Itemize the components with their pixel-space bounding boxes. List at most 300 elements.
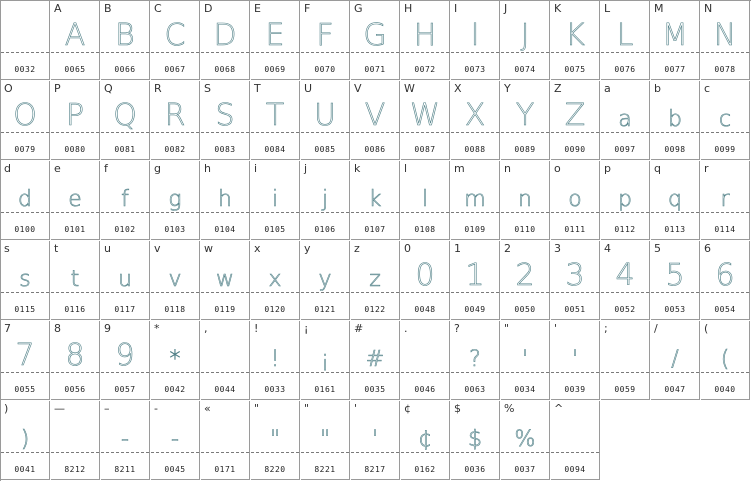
baseline-guide <box>701 132 749 133</box>
glyph-cell <box>551 81 600 160</box>
glyph-cell-label: N <box>704 2 713 15</box>
glyph-cell <box>301 401 350 480</box>
glyph-cell-label: " <box>254 402 260 415</box>
baseline-guide <box>701 212 749 213</box>
glyph-sample: - <box>121 427 129 452</box>
glyph-cell <box>651 81 700 160</box>
glyph-cell-label: k <box>354 162 361 175</box>
glyph-code: 0039 <box>564 385 586 394</box>
glyph-sample: M <box>662 18 688 53</box>
glyph-sample: m <box>464 187 486 212</box>
glyph-code: 0109 <box>464 225 486 234</box>
baseline-guide <box>251 372 299 373</box>
glyph-code: 8212 <box>64 465 86 474</box>
glyph-cell-label: K <box>554 2 562 15</box>
glyph-cell-label: 5 <box>654 242 661 255</box>
glyph-sample: x <box>268 267 282 292</box>
glyph-cell <box>501 321 550 400</box>
glyph-cell <box>1 81 50 160</box>
glyph-code: 0105 <box>264 225 286 234</box>
glyph-cell <box>51 321 100 400</box>
glyph-code: 0054 <box>714 305 736 314</box>
baseline-guide <box>351 292 399 293</box>
glyph-cell-label: d <box>4 162 11 175</box>
glyph-sample: 2 <box>515 258 535 293</box>
baseline-guide <box>1 452 49 453</box>
glyph-sample: n <box>518 187 532 212</box>
glyph-sample: 4 <box>615 258 635 293</box>
glyph-cell <box>501 81 550 160</box>
glyph-code: 0044 <box>214 385 236 394</box>
glyph-cell <box>701 321 750 400</box>
glyph-cell <box>451 1 500 80</box>
baseline-guide <box>651 372 699 373</box>
glyph-sample: " <box>269 427 281 452</box>
glyph-sample: c <box>718 107 732 132</box>
glyph-cell-label: P <box>54 82 61 95</box>
glyph-cell-label: " <box>304 402 310 415</box>
glyph-cell-label: Y <box>504 82 511 95</box>
glyph-cell <box>551 241 600 320</box>
glyph-cell-label: g <box>154 162 161 175</box>
glyph-code: 0046 <box>414 385 436 394</box>
glyph-code: 0102 <box>114 225 136 234</box>
glyph-sample: L <box>616 18 634 53</box>
glyph-code: 0065 <box>64 65 86 74</box>
glyph-code: 0087 <box>414 145 436 154</box>
baseline-guide <box>301 452 349 453</box>
glyph-sample: Q <box>113 98 137 133</box>
glyph-sample: ? <box>469 347 481 372</box>
glyph-cell <box>151 401 200 480</box>
glyph-code: 8220 <box>264 465 286 474</box>
glyph-code: 0113 <box>664 225 686 234</box>
glyph-code: 0108 <box>414 225 436 234</box>
baseline-guide <box>501 212 549 213</box>
glyph-code: 0104 <box>214 225 236 234</box>
glyph-cell-label: v <box>154 242 161 255</box>
glyph-cell-label: f <box>104 162 108 175</box>
glyph-cell <box>401 401 450 480</box>
baseline-guide <box>351 452 399 453</box>
glyph-code: 0074 <box>514 65 536 74</box>
glyph-code: 0101 <box>64 225 86 234</box>
glyph-cell-label: D <box>204 2 213 15</box>
glyph-cell-label: ' <box>554 322 558 335</box>
glyph-code: 0117 <box>114 305 136 314</box>
baseline-guide <box>451 372 499 373</box>
grid-top-border <box>0 0 751 1</box>
glyph-sample: 8 <box>65 338 85 373</box>
glyph-sample: s <box>19 267 31 292</box>
glyph-cell <box>351 321 400 400</box>
glyph-cell-label: s <box>4 242 10 255</box>
glyph-sample: ¡ <box>320 347 330 372</box>
glyph-sample: Z <box>564 98 586 133</box>
baseline-guide <box>251 212 299 213</box>
glyph-code: 0055 <box>14 385 36 394</box>
baseline-guide <box>501 372 549 373</box>
glyph-sample: ' <box>571 347 579 372</box>
glyph-cell <box>351 241 400 320</box>
glyph-code: 0106 <box>314 225 336 234</box>
glyph-cell <box>51 241 100 320</box>
glyph-sample: g <box>168 187 182 212</box>
baseline-guide <box>451 452 499 453</box>
baseline-guide <box>101 292 149 293</box>
glyph-cell-label: X <box>454 82 462 95</box>
glyph-cell <box>201 161 250 240</box>
baseline-guide <box>551 212 599 213</box>
glyph-sample: U <box>314 98 336 133</box>
glyph-cell-label: « <box>204 402 211 415</box>
glyph-sample: y <box>318 267 332 292</box>
glyph-cell <box>651 161 700 240</box>
glyph-sample: E <box>265 18 285 53</box>
glyph-cell-label: q <box>654 162 661 175</box>
glyph-cell <box>201 401 250 480</box>
glyph-sample: h <box>218 187 232 212</box>
glyph-code: 0041 <box>14 465 36 474</box>
glyph-cell <box>451 401 500 480</box>
glyph-cell-label: E <box>254 2 261 15</box>
glyph-sample: ' <box>521 347 529 372</box>
glyph-sample: K <box>565 18 585 53</box>
glyph-sample: r <box>720 187 730 212</box>
glyph-cell <box>401 161 450 240</box>
glyph-code: 0097 <box>614 145 636 154</box>
glyph-code: 0034 <box>514 385 536 394</box>
glyph-cell-label: 1 <box>454 242 461 255</box>
glyph-cell-label: / <box>654 322 658 335</box>
glyph-code: 0033 <box>264 385 286 394</box>
glyph-sample: F <box>316 18 334 53</box>
glyph-sample: X <box>464 98 486 133</box>
glyph-sample: $ <box>468 427 482 452</box>
glyph-code: 0081 <box>114 145 136 154</box>
glyph-cell-label: $ <box>454 402 461 415</box>
glyph-cell-label: 0 <box>404 242 411 255</box>
glyph-cell-label: , <box>204 322 208 335</box>
glyph-cell <box>401 241 450 320</box>
glyph-cell-label: t <box>54 242 59 255</box>
glyph-code: 0035 <box>364 385 386 394</box>
glyph-code: 0049 <box>464 305 486 314</box>
glyph-cell-label: ) <box>4 402 9 415</box>
glyph-code: 0098 <box>664 145 686 154</box>
glyph-code: 0100 <box>14 225 36 234</box>
glyph-cell-label: A <box>54 2 62 15</box>
glyph-cell <box>501 401 550 480</box>
glyph-cell <box>151 1 200 80</box>
glyph-cell <box>451 161 500 240</box>
glyph-code: 0162 <box>414 465 436 474</box>
glyph-code: 0171 <box>214 465 236 474</box>
glyph-cell-label: h <box>204 162 211 175</box>
glyph-cell-label: Q <box>104 82 113 95</box>
glyph-sample: # <box>365 347 385 372</box>
glyph-sample: O <box>13 98 37 133</box>
glyph-cell-label: 4 <box>604 242 611 255</box>
glyph-cell-label: ^ <box>554 402 564 415</box>
glyph-cell-label: 8 <box>54 322 61 335</box>
glyph-cell-label: y <box>304 242 311 255</box>
glyph-sample: B <box>115 18 135 53</box>
glyph-cell-label: – <box>104 402 110 415</box>
glyph-cell-label: L <box>604 2 611 15</box>
glyph-sample: T <box>265 98 285 133</box>
baseline-guide <box>251 292 299 293</box>
glyph-sample: D <box>213 18 237 53</box>
glyph-cell-label: M <box>654 2 664 15</box>
glyph-cell-label: u <box>104 242 111 255</box>
glyph-cell-label: ? <box>454 322 460 335</box>
glyph-code: 0089 <box>514 145 536 154</box>
glyph-code: 0161 <box>314 385 336 394</box>
glyph-code: 8211 <box>114 465 136 474</box>
baseline-guide <box>401 452 449 453</box>
glyph-sample: H <box>413 18 437 53</box>
glyph-cell-label: Z <box>554 82 562 95</box>
glyph-cell-label: w <box>204 242 213 255</box>
baseline-guide <box>551 372 599 373</box>
baseline-guide <box>51 292 99 293</box>
glyph-code: 0040 <box>714 385 736 394</box>
baseline-guide <box>151 212 199 213</box>
glyph-cell <box>701 241 750 320</box>
glyph-cell <box>101 321 150 400</box>
baseline-guide <box>201 372 249 373</box>
glyph-cell-label: o <box>554 162 561 175</box>
baseline-guide <box>301 292 349 293</box>
glyph-code: 0042 <box>164 385 186 394</box>
glyph-code: 0112 <box>614 225 636 234</box>
glyph-code: 0067 <box>164 65 186 74</box>
glyph-cell-label: r <box>704 162 709 175</box>
glyph-cell <box>401 1 450 80</box>
glyph-cell <box>151 161 200 240</box>
glyph-code: 0075 <box>564 65 586 74</box>
glyph-cell-label: R <box>154 82 162 95</box>
glyph-sample: V <box>364 98 386 133</box>
glyph-cell-label: x <box>254 242 261 255</box>
glyph-cell <box>451 241 500 320</box>
glyph-cell <box>51 401 100 480</box>
glyph-code: 0071 <box>364 65 386 74</box>
glyph-code: 0114 <box>714 225 736 234</box>
glyph-sample: G <box>363 18 387 53</box>
glyph-sample: N <box>713 18 737 53</box>
glyph-cell <box>651 321 700 400</box>
glyph-sample: ' <box>371 427 379 452</box>
glyph-code: 0099 <box>714 145 736 154</box>
glyph-sample: j <box>321 187 329 212</box>
glyph-sample: ( <box>720 347 730 372</box>
baseline-guide <box>301 212 349 213</box>
glyph-sample: S <box>215 98 235 133</box>
glyph-cell <box>301 241 350 320</box>
glyph-code: 0070 <box>314 65 336 74</box>
glyph-code: 0107 <box>364 225 386 234</box>
glyph-cell <box>101 401 150 480</box>
glyph-cell <box>651 1 700 80</box>
glyph-cell-label: J <box>504 2 508 15</box>
glyph-cell-label: ! <box>254 322 259 335</box>
glyph-cell <box>251 1 300 80</box>
glyph-cell <box>51 81 100 160</box>
glyph-sample: l <box>421 187 429 212</box>
glyph-cell <box>701 81 750 160</box>
glyph-cell <box>151 321 200 400</box>
glyph-code: 0051 <box>564 305 586 314</box>
glyph-sample: t <box>70 267 80 292</box>
glyph-code: 0045 <box>164 465 186 474</box>
glyph-cell-label: S <box>204 82 211 95</box>
glyph-code: 0078 <box>714 65 736 74</box>
glyph-code: 8221 <box>314 465 336 474</box>
baseline-guide <box>701 372 749 373</box>
grid-left-border <box>0 0 1 481</box>
glyph-code: 0088 <box>464 145 486 154</box>
glyph-sample: v <box>168 267 182 292</box>
glyph-cell <box>401 321 450 400</box>
glyph-cell <box>601 241 650 320</box>
glyph-cell-label: W <box>404 82 415 95</box>
glyph-cell-label: ¡ <box>304 322 309 335</box>
glyph-code: 0073 <box>464 65 486 74</box>
glyph-sample: w <box>216 267 234 292</box>
glyph-sample: q <box>668 187 682 212</box>
glyph-cell-label: - <box>154 402 158 415</box>
glyph-code: 0072 <box>414 65 436 74</box>
glyph-code: 0115 <box>14 305 36 314</box>
glyph-sample: 9 <box>115 338 135 373</box>
glyph-code: 0032 <box>14 65 36 74</box>
glyph-cell <box>551 401 600 480</box>
glyph-cell-label: m <box>454 162 465 175</box>
glyph-code: 0066 <box>114 65 136 74</box>
glyph-code: 0116 <box>64 305 86 314</box>
baseline-guide <box>451 212 499 213</box>
glyph-cell <box>301 161 350 240</box>
baseline-guide <box>401 212 449 213</box>
glyph-cell-label: a <box>604 82 611 95</box>
glyph-cell <box>101 241 150 320</box>
glyph-code: 0120 <box>264 305 286 314</box>
glyph-cell-label: O <box>4 82 13 95</box>
glyph-sample: o <box>568 187 582 212</box>
glyph-cell-label: U <box>304 82 313 95</box>
glyph-code: 0080 <box>64 145 86 154</box>
glyph-code: 0090 <box>564 145 586 154</box>
glyph-cell-label: l <box>404 162 408 175</box>
glyph-cell <box>401 81 450 160</box>
glyph-sample: ! <box>270 347 280 372</box>
glyph-sample: W <box>410 98 440 133</box>
glyph-sample: P <box>65 98 85 133</box>
glyph-cell-label: z <box>354 242 360 255</box>
baseline-guide <box>151 292 199 293</box>
glyph-cell-label: G <box>354 2 363 15</box>
baseline-guide <box>1 292 49 293</box>
baseline-guide <box>351 372 399 373</box>
glyph-cell-label: % <box>504 402 515 415</box>
glyph-cell <box>201 1 250 80</box>
glyph-code: 0118 <box>164 305 186 314</box>
glyph-cell-label: j <box>304 162 308 175</box>
glyph-sample: i <box>271 187 279 212</box>
glyph-cell <box>501 1 550 80</box>
glyph-cell-label: * <box>154 322 160 335</box>
glyph-cell <box>251 241 300 320</box>
baseline-guide <box>601 212 649 213</box>
glyph-cell <box>551 321 600 400</box>
glyph-cell-label: n <box>504 162 511 175</box>
glyph-cell-label: V <box>354 82 362 95</box>
glyph-cell-label: 3 <box>554 242 561 255</box>
glyph-sample: z <box>369 267 381 292</box>
glyph-code: 8217 <box>364 465 386 474</box>
glyph-cell <box>351 401 400 480</box>
glyph-cell-label: p <box>604 162 611 175</box>
glyph-sample: 0 <box>415 258 435 293</box>
glyph-cell-label: — <box>54 402 65 415</box>
glyph-cell <box>551 1 600 80</box>
glyph-cell <box>551 161 600 240</box>
glyph-code: 0048 <box>414 305 436 314</box>
glyph-cell <box>651 241 700 320</box>
glyph-sample: I <box>470 18 480 53</box>
glyph-sample: 7 <box>15 338 35 373</box>
glyph-cell-label: ' <box>354 402 358 415</box>
glyph-cell-label: # <box>354 322 364 335</box>
glyph-cell-label: 6 <box>704 242 711 255</box>
glyph-cell <box>701 161 750 240</box>
glyph-cell <box>351 81 400 160</box>
baseline-guide <box>1 52 49 53</box>
glyph-code: 0056 <box>64 385 86 394</box>
glyph-sample: b <box>668 107 682 132</box>
glyph-cell-label: 9 <box>104 322 111 335</box>
glyph-cell <box>501 161 550 240</box>
glyph-cell-label: b <box>654 82 661 95</box>
glyph-code: 0076 <box>614 65 636 74</box>
baseline-guide <box>51 212 99 213</box>
glyph-code: 0122 <box>364 305 386 314</box>
glyph-cell-label: 7 <box>4 322 11 335</box>
glyph-cell <box>1 1 50 80</box>
glyph-sample: ¢ <box>418 427 432 452</box>
glyph-code: 0053 <box>664 305 686 314</box>
glyph-code: 0103 <box>164 225 186 234</box>
glyph-cell <box>1 401 50 480</box>
glyph-cell <box>601 321 650 400</box>
glyph-code: 0059 <box>614 385 636 394</box>
glyph-code: 0082 <box>164 145 186 154</box>
glyph-code: 0047 <box>664 385 686 394</box>
glyph-code: 0050 <box>514 305 536 314</box>
baseline-guide <box>51 452 99 453</box>
glyph-sample: ) <box>20 427 30 452</box>
glyph-cell <box>451 321 500 400</box>
glyph-cell-label: I <box>454 2 458 15</box>
glyph-cell <box>351 1 400 80</box>
glyph-cell-label: B <box>104 2 112 15</box>
glyph-cell <box>1 321 50 400</box>
glyph-cell <box>51 161 100 240</box>
glyph-sample: 3 <box>565 258 585 293</box>
glyph-cell-label: 2 <box>504 242 511 255</box>
